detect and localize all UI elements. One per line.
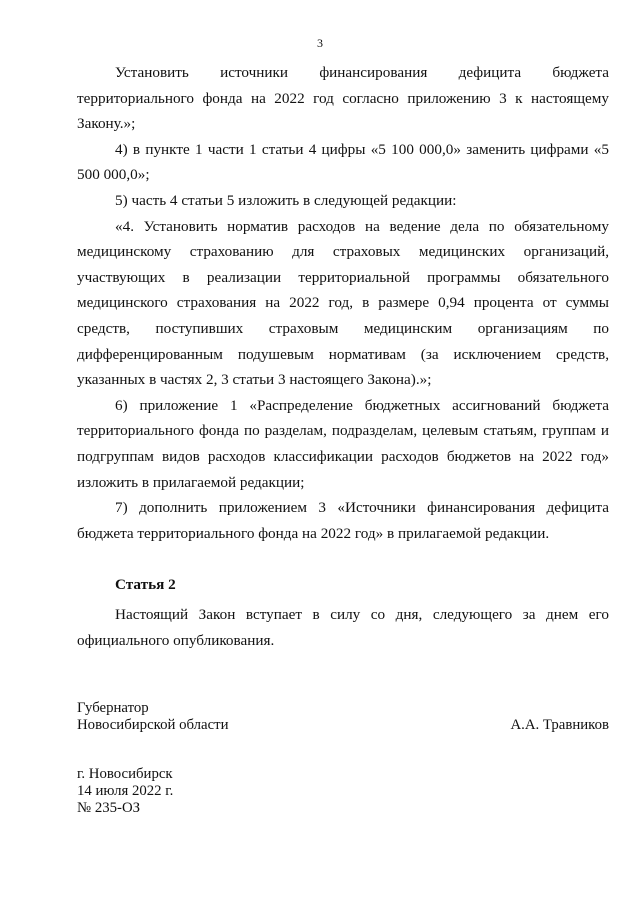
paragraph: «4. Установить норматив расходов на ведение дела по обязательному медицинскому страхованию для страховых медицинских организаций, участвующих в реализации территориальной программы обязательного медицинского страхования на 2022 год, в размере 0,94 процента от суммы средств, поступивших страховым медицинским организациям по дифференцированным подушевым нормативам (за исключением средств, указанных в частях 2, 3 статьи 3 настоящего Закона).»; <box>77 217 609 389</box>
document-body <box>77 60 609 546</box>
signature-title-line2: Новосибирской области <box>77 717 229 733</box>
place-date-block <box>77 766 173 817</box>
signature-title-line1: Губернатор <box>77 700 149 716</box>
page-number: 3 <box>317 36 323 50</box>
law-number: № 235-ОЗ <box>77 800 141 816</box>
paragraph: 5) часть 4 статьи 5 изложить в следующей редакции: <box>115 191 457 209</box>
signatory-name: А.А. Травников <box>510 717 609 733</box>
signature-block <box>77 700 229 734</box>
article-heading: Статья 2 <box>115 576 176 593</box>
date: 14 июля 2022 г. <box>77 783 174 799</box>
city: г. Новосибирск <box>77 766 173 782</box>
paragraph: 4) в пункте 1 части 1 статьи 4 цифры «5 100 000,0» заменить цифрами «5 500 000,0»; <box>77 140 609 184</box>
article-text: Настоящий Закон вступает в силу со дня, следующего за днем его официального опубликования. <box>77 606 609 649</box>
paragraph: 7) дополнить приложением 3 «Источники финансирования дефицита бюджета территориального фонда на 2022 год» в прилагаемой редакции. <box>77 499 609 542</box>
paragraph: Установить источники финансирования дефицита бюджета территориального фонда на 2022 год согласно приложению 3 к настоящему Закону.»; <box>77 64 609 133</box>
article-body <box>77 602 609 653</box>
paragraph: 6) приложение 1 «Распределение бюджетных ассигнований бюджета территориального фонда по разделам, подразделам, целевым статьям, группам и подгруппам видов расходов классификации расходов бюджетов на 2022 год» изложить в прилагаемой редакции; <box>77 396 609 491</box>
